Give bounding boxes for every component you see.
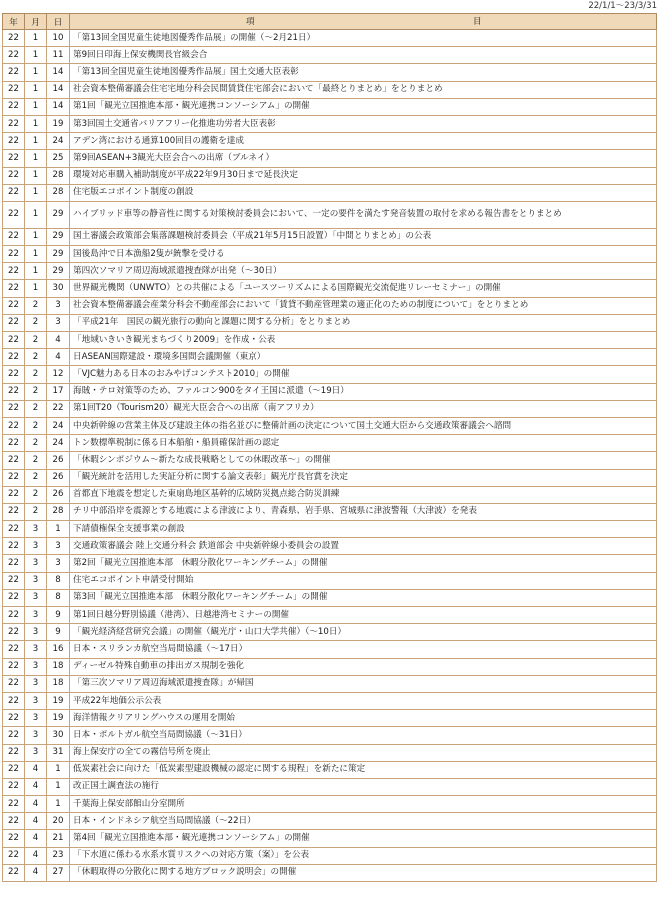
item-cell: 改正国土調査法の施行: [70, 778, 657, 795]
table-row: [3, 761, 657, 778]
item-cell: 第1回T20（Tourism20）観光大臣会合への出席（南アフリカ）: [70, 400, 657, 417]
month-cell: 4: [25, 761, 47, 778]
month-cell: 2: [25, 452, 47, 469]
month-cell: 3: [25, 744, 47, 761]
month-cell: 3: [25, 538, 47, 555]
table-row: [3, 30, 657, 47]
item-cell: アデン湾における通算100回目の護衛を達成: [70, 133, 657, 150]
item-cell: 「休暇シンポジウム〜新たな成長戦略としての休暇改革〜」の開催: [70, 452, 657, 469]
day-cell: 3: [47, 555, 70, 572]
day-cell: 11: [47, 47, 70, 64]
chronology-table: [2, 13, 657, 882]
item-cell: 「地域いきいき観光まちづくり2009」を作成・公表: [70, 332, 657, 349]
month-cell: 1: [25, 133, 47, 150]
table-row: [3, 744, 657, 761]
year-cell: 22: [3, 30, 25, 47]
month-cell: 1: [25, 228, 47, 245]
month-cell: 3: [25, 555, 47, 572]
year-cell: 22: [3, 452, 25, 469]
day-cell: 8: [47, 589, 70, 606]
table-row: [3, 280, 657, 297]
month-cell: 3: [25, 589, 47, 606]
year-cell: 22: [3, 349, 25, 366]
month-cell: 3: [25, 675, 47, 692]
item-cell: 下請債権保全支援事業の創設: [70, 521, 657, 538]
day-cell: 14: [47, 81, 70, 98]
month-cell: 3: [25, 624, 47, 641]
year-cell: 22: [3, 366, 25, 383]
month-cell: 2: [25, 349, 47, 366]
day-cell: 18: [47, 658, 70, 675]
month-cell: 2: [25, 366, 47, 383]
day-cell: 1: [47, 778, 70, 795]
day-cell: 16: [47, 641, 70, 658]
item-cell: トン数標準税制に係る日本船舶・船員確保計画の認定: [70, 435, 657, 452]
month-cell: 3: [25, 710, 47, 727]
year-cell: 22: [3, 813, 25, 830]
year-cell: 22: [3, 184, 25, 201]
year-cell: 22: [3, 830, 25, 847]
item-cell: 第3回国土交通省バリアフリー化推進功労者大臣表彰: [70, 115, 657, 132]
table-row: [3, 417, 657, 434]
item-cell: ハイブリッド車等の静音性に関する対策検討委員会において、一定の要件を満たす発音装置の取付を求める報告書をとりまとめ: [70, 201, 657, 228]
year-cell: 22: [3, 47, 25, 64]
day-cell: 24: [47, 417, 70, 434]
day-cell: 30: [47, 727, 70, 744]
table-row: [3, 486, 657, 503]
table-row: [3, 692, 657, 709]
year-cell: 22: [3, 246, 25, 263]
item-cell: 「観光統計を活用した実証分析に関する論文表彰」観光庁長官賞を決定: [70, 469, 657, 486]
item-cell: 「第13回全国児童生徒地図優秀作品展」国土交通大臣表彰: [70, 64, 657, 81]
day-cell: 19: [47, 115, 70, 132]
day-cell: 10: [47, 30, 70, 47]
item-cell: 低炭素社会に向けた「低炭素型建設機械の認定に関する規程」を新たに策定: [70, 761, 657, 778]
year-cell: 22: [3, 572, 25, 589]
day-cell: 30: [47, 280, 70, 297]
month-cell: 4: [25, 778, 47, 795]
month-cell: 1: [25, 81, 47, 98]
date-range: 22/1/1〜23/3/31: [588, 1, 657, 11]
month-cell: 1: [25, 115, 47, 132]
year-cell: 22: [3, 280, 25, 297]
day-cell: 25: [47, 150, 70, 167]
day-cell: 3: [47, 297, 70, 314]
year-cell: 22: [3, 521, 25, 538]
item-cell: 日ASEAN国際建設・環境多国間会議開催（東京）: [70, 349, 657, 366]
table-row: [3, 366, 657, 383]
month-cell: 2: [25, 469, 47, 486]
table-row: [3, 383, 657, 400]
item-cell: 国後島沖で日本漁船2隻が銃撃を受ける: [70, 246, 657, 263]
table-row: [3, 400, 657, 417]
table-row: [3, 435, 657, 452]
month-cell: 3: [25, 692, 47, 709]
year-cell: 22: [3, 692, 25, 709]
item-cell: 首都直下地震を想定した東扇島地区基幹的広域防災拠点総合防災訓練: [70, 486, 657, 503]
year-cell: 22: [3, 796, 25, 813]
year-cell: 22: [3, 314, 25, 331]
day-cell: 14: [47, 98, 70, 115]
table-row: [3, 864, 657, 881]
table-row: [3, 813, 657, 830]
table-row: [3, 349, 657, 366]
day-cell: 29: [47, 228, 70, 245]
day-cell: 1: [47, 521, 70, 538]
month-cell: 1: [25, 184, 47, 201]
month-cell: 1: [25, 150, 47, 167]
item-cell: 第四次ソマリア周辺海域派遣捜査隊が出発（〜30日）: [70, 263, 657, 280]
month-cell: 1: [25, 201, 47, 228]
year-cell: 22: [3, 658, 25, 675]
table-row: [3, 263, 657, 280]
year-cell: 22: [3, 332, 25, 349]
item-cell: 日本・ポルトガル航空当局間協議（〜31日）: [70, 727, 657, 744]
year-cell: 22: [3, 435, 25, 452]
month-cell: 2: [25, 435, 47, 452]
year-cell: 22: [3, 297, 25, 314]
year-cell: 22: [3, 417, 25, 434]
month-cell: 4: [25, 847, 47, 864]
day-cell: 21: [47, 830, 70, 847]
item-cell: 環境対応車購入補助制度が平成22年9月30日まで延長決定: [70, 167, 657, 184]
day-cell: 3: [47, 538, 70, 555]
day-cell: 29: [47, 201, 70, 228]
year-cell: 22: [3, 727, 25, 744]
month-cell: 2: [25, 332, 47, 349]
item-cell: 海上保安庁の全ての霧信号所を廃止: [70, 744, 657, 761]
item-cell: 「第三次ソマリア周辺海域派遣捜査隊」が帰国: [70, 675, 657, 692]
day-cell: 20: [47, 813, 70, 830]
month-cell: 1: [25, 30, 47, 47]
table-row: [3, 727, 657, 744]
table-row: [3, 710, 657, 727]
day-cell: 8: [47, 572, 70, 589]
day-cell: 26: [47, 486, 70, 503]
month-cell: 1: [25, 47, 47, 64]
item-cell: 第4回「観光立国推進本部・観光連携コンソーシアム」の開催: [70, 830, 657, 847]
year-cell: 22: [3, 641, 25, 658]
month-cell: 3: [25, 607, 47, 624]
header-item-right: 目: [473, 17, 482, 27]
month-cell: 2: [25, 503, 47, 520]
item-cell: 社会資本整備審議会住宅宅地分科会民間賃貸住宅部会において「最終とりまとめ」をとりまとめ: [70, 81, 657, 98]
item-cell: 海賊・テロ対策等のため、ファルコン900をタイ王国に派遣（〜19日）: [70, 383, 657, 400]
table-row: [3, 796, 657, 813]
table-row: [3, 847, 657, 864]
item-cell: 交通政策審議会 陸上交通分科会 鉄道部会 中央新幹線小委員会の設置: [70, 538, 657, 555]
table-row: [3, 133, 657, 150]
month-cell: 3: [25, 727, 47, 744]
item-cell: 住宅版エコポイント制度の創設: [70, 184, 657, 201]
table-row: [3, 246, 657, 263]
item-cell: 「下水道に係わる水系水質リスクへの対応方策（案）」を公表: [70, 847, 657, 864]
table-row: [3, 452, 657, 469]
day-cell: 29: [47, 246, 70, 263]
table-row: [3, 184, 657, 201]
item-cell: 第9回ASEAN+3観光大臣会合への出席（ブルネイ）: [70, 150, 657, 167]
day-cell: 4: [47, 349, 70, 366]
table-row: [3, 572, 657, 589]
year-cell: 22: [3, 228, 25, 245]
day-cell: 19: [47, 710, 70, 727]
table-row: [3, 555, 657, 572]
table-row: [3, 469, 657, 486]
table-row: [3, 538, 657, 555]
table-row: [3, 228, 657, 245]
item-cell: チリ中部沿岸を震源とする地震による津波により、青森県、岩手県、宮城県に津波警報（大津波）を発表: [70, 503, 657, 520]
header-day: 日: [47, 14, 70, 30]
item-cell: 中央新幹線の営業主体及び建設主体の指名並びに整備計画の決定について国土交通大臣から交通政策審議会へ諮問: [70, 417, 657, 434]
table-row: [3, 81, 657, 98]
year-cell: 22: [3, 150, 25, 167]
item-cell: 「第13回全国児童生徒地図優秀作品展」の開催（〜2月21日）: [70, 30, 657, 47]
day-cell: 28: [47, 503, 70, 520]
item-cell: 日本・スリランカ航空当局間協議（〜17日）: [70, 641, 657, 658]
day-cell: 28: [47, 184, 70, 201]
table-row: [3, 503, 657, 520]
year-cell: 22: [3, 744, 25, 761]
header-item-left: 項: [246, 17, 255, 27]
table-row: [3, 658, 657, 675]
table-row: [3, 64, 657, 81]
year-cell: 22: [3, 761, 25, 778]
item-cell: 「観光経済経営研究会議」の開催（観光庁・山口大学共催）（〜10日）: [70, 624, 657, 641]
item-cell: 社会資本整備審議会産業分科会不動産部会において「賃貸不動産管理業の適正化のための制度について」をとりまとめ: [70, 297, 657, 314]
table-row: [3, 201, 657, 228]
table-row: [3, 521, 657, 538]
year-cell: 22: [3, 115, 25, 132]
item-cell: 世界観光機関（UNWTO）との共催による「ユースツーリズムによる国際観光交流促進リレーセミナー」の開催: [70, 280, 657, 297]
year-cell: 22: [3, 167, 25, 184]
year-cell: 22: [3, 98, 25, 115]
table-row: [3, 47, 657, 64]
year-cell: 22: [3, 201, 25, 228]
month-cell: 4: [25, 830, 47, 847]
month-cell: 4: [25, 796, 47, 813]
item-cell: 「休暇取得の分散化に関する地方ブロック説明会」の開催: [70, 864, 657, 881]
table-body: [3, 30, 657, 882]
day-cell: 29: [47, 263, 70, 280]
month-cell: 1: [25, 98, 47, 115]
day-cell: 4: [47, 332, 70, 349]
day-cell: 17: [47, 383, 70, 400]
month-cell: 1: [25, 246, 47, 263]
item-cell: 第2回「観光立国推進本部 休暇分散化ワーキングチーム」の開催: [70, 555, 657, 572]
month-cell: 1: [25, 263, 47, 280]
month-cell: 3: [25, 641, 47, 658]
table-row: [3, 314, 657, 331]
year-cell: 22: [3, 503, 25, 520]
day-cell: 9: [47, 624, 70, 641]
day-cell: 3: [47, 314, 70, 331]
day-cell: 18: [47, 675, 70, 692]
item-cell: 第3回「観光立国推進本部 休暇分散化ワーキングチーム」の開催: [70, 589, 657, 606]
item-cell: 千葉海上保安部館山分室開所: [70, 796, 657, 813]
day-cell: 9: [47, 607, 70, 624]
table-row: [3, 115, 657, 132]
day-cell: 27: [47, 864, 70, 881]
item-cell: 住宅エコポイント申請受付開始: [70, 572, 657, 589]
item-cell: 第1回「観光立国推進本部・観光連携コンソーシアム」の開催: [70, 98, 657, 115]
day-cell: 24: [47, 133, 70, 150]
year-cell: 22: [3, 133, 25, 150]
day-cell: 31: [47, 744, 70, 761]
year-cell: 22: [3, 778, 25, 795]
day-cell: 14: [47, 64, 70, 81]
table-row: [3, 167, 657, 184]
table-row: [3, 778, 657, 795]
year-cell: 22: [3, 383, 25, 400]
month-cell: 4: [25, 813, 47, 830]
year-cell: 22: [3, 538, 25, 555]
item-cell: 「VJC魅力ある日本のおみやげコンテスト2010」の開催: [70, 366, 657, 383]
table-row: [3, 98, 657, 115]
year-cell: 22: [3, 710, 25, 727]
year-cell: 22: [3, 675, 25, 692]
year-cell: 22: [3, 81, 25, 98]
day-cell: 19: [47, 692, 70, 709]
day-cell: 1: [47, 761, 70, 778]
year-cell: 22: [3, 589, 25, 606]
table-row: [3, 830, 657, 847]
item-cell: ディーゼル特殊自動車の排出ガス規制を強化: [70, 658, 657, 675]
year-cell: 22: [3, 469, 25, 486]
header-month: 月: [25, 14, 47, 30]
day-cell: 26: [47, 469, 70, 486]
month-cell: 1: [25, 64, 47, 81]
header-year: 年: [3, 14, 25, 30]
table-row: [3, 297, 657, 314]
day-cell: 26: [47, 452, 70, 469]
day-cell: 12: [47, 366, 70, 383]
month-cell: 2: [25, 486, 47, 503]
year-cell: 22: [3, 847, 25, 864]
item-cell: 海洋情報クリアリングハウスの運用を開始: [70, 710, 657, 727]
year-cell: 22: [3, 624, 25, 641]
year-cell: 22: [3, 64, 25, 81]
item-cell: 「平成21年 国民の観光旅行の動向と課題に関する分析」をとりまとめ: [70, 314, 657, 331]
month-cell: 2: [25, 383, 47, 400]
month-cell: 2: [25, 417, 47, 434]
day-cell: 23: [47, 847, 70, 864]
item-cell: 平成22年地価公示公表: [70, 692, 657, 709]
item-cell: 第9回日印海上保安機関長官級会合: [70, 47, 657, 64]
table-header-row: [3, 14, 657, 30]
year-cell: 22: [3, 555, 25, 572]
table-row: [3, 624, 657, 641]
day-cell: 1: [47, 796, 70, 813]
day-cell: 22: [47, 400, 70, 417]
item-cell: 第1回日越分野別協議（港湾）、日越港湾セミナーの開催: [70, 607, 657, 624]
table-row: [3, 150, 657, 167]
item-cell: 国土審議会政策部会集落課題検討委員会（平成21年5月15日設置）「中間とりまとめ」の公表: [70, 228, 657, 245]
item-cell: 日本・インドネシア航空当局間協議（〜22日）: [70, 813, 657, 830]
month-cell: 4: [25, 864, 47, 881]
header-item: [70, 14, 657, 30]
month-cell: 3: [25, 572, 47, 589]
table-row: [3, 607, 657, 624]
month-cell: 2: [25, 400, 47, 417]
table-row: [3, 641, 657, 658]
table-row: [3, 589, 657, 606]
table-row: [3, 332, 657, 349]
month-cell: 3: [25, 521, 47, 538]
year-cell: 22: [3, 263, 25, 280]
day-cell: 24: [47, 435, 70, 452]
day-cell: 28: [47, 167, 70, 184]
table-row: [3, 675, 657, 692]
year-cell: 22: [3, 607, 25, 624]
year-cell: 22: [3, 400, 25, 417]
month-cell: 3: [25, 658, 47, 675]
year-cell: 22: [3, 486, 25, 503]
month-cell: 1: [25, 167, 47, 184]
month-cell: 2: [25, 314, 47, 331]
month-cell: 1: [25, 280, 47, 297]
year-cell: 22: [3, 864, 25, 881]
month-cell: 2: [25, 297, 47, 314]
